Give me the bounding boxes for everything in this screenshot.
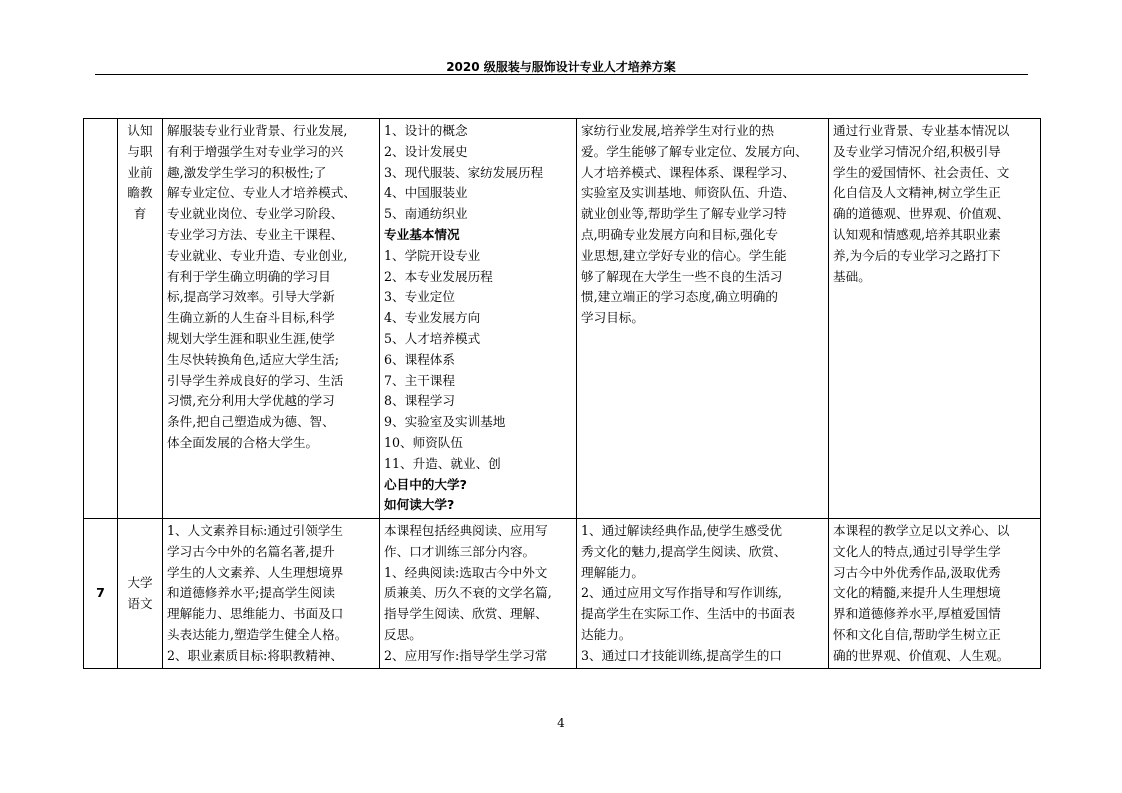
course-name-cell [118,119,163,519]
text-line: 提高学生在实际工作、生活中的书面表 [581,606,796,622]
text-line: 点,明确专业发展方向和目标,强化专 [581,226,778,242]
text-line: 基础。 [833,268,871,284]
text-line: 通过行业背景、专业基本情况以 [833,123,1010,138]
teaching-requirement-cell [577,119,829,519]
course-objective-cell [163,119,380,519]
text-line: 5、南通纺织业 [384,206,468,222]
text-line: 育 [133,206,147,222]
text-line: 8、课程学习 [384,393,455,409]
text-line: 条件,把自己塑造成为德、智、 [167,414,335,430]
text-line: 习惯,充分利用大学优越的学习 [167,393,335,409]
teaching-requirement-cell [577,519,829,669]
course-objective-cell [163,519,380,669]
text-line: 趣,激发学生学习的积极性;了 [167,164,327,180]
text-line: 习古今中外优秀作品,汲取优秀 [833,564,1001,580]
text-line: 瞻教 [127,185,153,201]
text-line: 秀文化的魅力,提高学生阅读、欣赏、 [581,543,787,559]
text-line: 确的道德观、世界观、价值观、 [833,206,1010,222]
text-line: 认知 [127,123,153,138]
text-line: 确的世界观、价值观、人生观。 [833,647,1010,663]
text-line: 9、实验室及实训基地 [384,414,506,430]
text-line: 文化的精髓,来提升人生理想境 [833,585,1001,601]
text-line: 学习目标。 [581,310,644,326]
text-line: 如何读大学? [384,497,455,513]
text-line: 本课程包括经典阅读、应用写 [384,523,548,538]
text-line: 和道德修养水平;提高学生阅读 [167,585,335,601]
text-line: 2、职业素质目标:将职教精神、 [167,647,343,663]
text-line: 6、课程体系 [384,351,455,367]
text-line: 指导学生阅读、欣赏、理解、 [384,606,548,622]
text-line: 1、学院开设专业 [384,247,481,263]
text-line: 学生的人文素养、人生理想境界 [167,564,344,580]
text-line: 1、设计的概念 [384,123,468,138]
text-line: 化自信及人文精神,树立学生正 [833,185,1001,201]
text-line: 家纺行业发展,培养学生对行业的热 [581,123,774,138]
text-line: 爱。学生能够了解专业定位、发展方向、 [581,143,808,159]
text-line: 业前 [127,164,153,180]
text-line: 专业基本情况 [384,226,460,242]
text-line: 理解能力。 [581,564,644,580]
text-line: 够了解现在大学生一些不良的生活习 [581,268,783,284]
text-line: 业思想,建立学好专业的信心。学生能 [581,247,787,263]
text-line: 1、经典阅读:选取古今中外文 [384,564,548,580]
text-line: 11、升造、就业、创 [384,455,501,471]
text-line: 作、口才训练三部分内容。 [384,543,536,559]
course-number-cell: 7 [84,519,118,669]
table-row [84,519,1041,669]
text-line: 人才培养模式、课程体系、课程学习、 [581,164,796,180]
text-line: 3、专业定位 [384,289,455,305]
text-line: 头表达能力,塑造学生健全人格。 [167,626,348,642]
course-content-cell [380,119,577,519]
text-line: 本课程的教学立足以文养心、以 [833,523,1010,538]
text-line: 2、本专业发展历程 [384,268,493,284]
text-line: 大学 [127,574,153,590]
text-line: 与职 [127,143,153,159]
course-content-cell [380,519,577,669]
header-rule [95,74,1028,75]
text-line: 3、通过口才技能训练,提高学生的口 [581,647,782,663]
text-line: 语文 [127,595,153,611]
text-line: 质兼美、历久不衰的文学名篇, [384,585,552,601]
ideology-cell [829,519,1041,669]
text-line: 3、现代服装、家纺发展历程 [384,164,544,180]
text-line: 实验室及实训基地、师资队伍、升造、 [581,185,796,201]
text-line: 1、通过解读经典作品,使学生感受优 [581,523,782,538]
text-line: 怀和文化自信,帮助学生树立正 [833,626,1001,642]
table-row [84,119,1041,519]
text-line: 4、中国服装业 [384,185,468,201]
text-line: 解服装专业行业背景、行业发展, [167,123,348,138]
text-line: 学生的爱国情怀、社会责任、文 [833,164,1010,180]
ideology-cell [829,119,1041,519]
text-line: 2、通过应用文写作指导和写作训练, [581,585,782,601]
text-line: 就业创业等,帮助学生了解专业学习特 [581,206,787,222]
text-line: 1、人文素养目标:通过引领学生 [167,523,343,538]
text-line: 7、主干课程 [384,372,455,388]
text-line: 引导学生养成良好的学习、生活 [167,372,344,388]
course-number-cell [84,119,118,519]
text-line: 认知观和情感观,培养其职业素 [833,226,1001,242]
text-line: 惯,建立端正的学习态度,确立明确的 [581,289,778,305]
text-line: 界和道德修养水平,厚植爱国情 [833,606,1001,622]
text-line: 4、专业发展方向 [384,310,481,326]
text-line: 2、设计发展史 [384,143,468,159]
text-line: 生尽快转换角色,适应大学生活; [167,351,339,367]
text-line: 5、人才培养模式 [384,330,481,346]
course-name-cell [118,519,163,669]
text-line: 心目中的大学? [384,476,467,492]
text-line: 有利于增强学生对专业学习的兴 [167,143,344,159]
page-number: 4 [557,716,565,730]
text-line: 及专业学习情况介绍,积极引导 [833,143,1001,159]
text-line: 解专业定位、专业人才培养模式、 [167,185,356,201]
text-line: 反思。 [384,626,422,642]
text-line: 体全面发展的合格大学生。 [167,434,319,450]
text-line: 养,为今后的专业学习之路打下 [833,247,1001,263]
text-line: 标,提高学习效率。引导大学新 [167,289,335,305]
text-line: 专业学习方法、专业主干课程、 [167,226,344,242]
curriculum-table [83,118,1041,669]
text-line: 专业就业、专业升造、专业创业, [167,247,348,263]
text-line: 规划大学生涯和职业生涯,使学 [167,330,335,346]
text-line: 文化人的特点,通过引导学生学 [833,543,1001,559]
text-line: 10、师资队伍 [384,434,463,450]
text-line: 生确立新的人生奋斗目标,科学 [167,310,335,326]
text-line: 专业就业岗位、专业学习阶段、 [167,206,344,222]
document-header-title: 2020 级服装与服饰设计专业人才培养方案 [446,60,676,74]
text-line: 达能力。 [581,626,632,642]
text-line: 有利于学生确立明确的学习目 [167,268,331,284]
text-line: 2、应用写作:指导学生学习常 [384,647,548,663]
text-line: 学习古今中外的名篇名著,提升 [167,543,335,559]
text-line: 理解能力、思维能力、书面及口 [167,606,344,622]
